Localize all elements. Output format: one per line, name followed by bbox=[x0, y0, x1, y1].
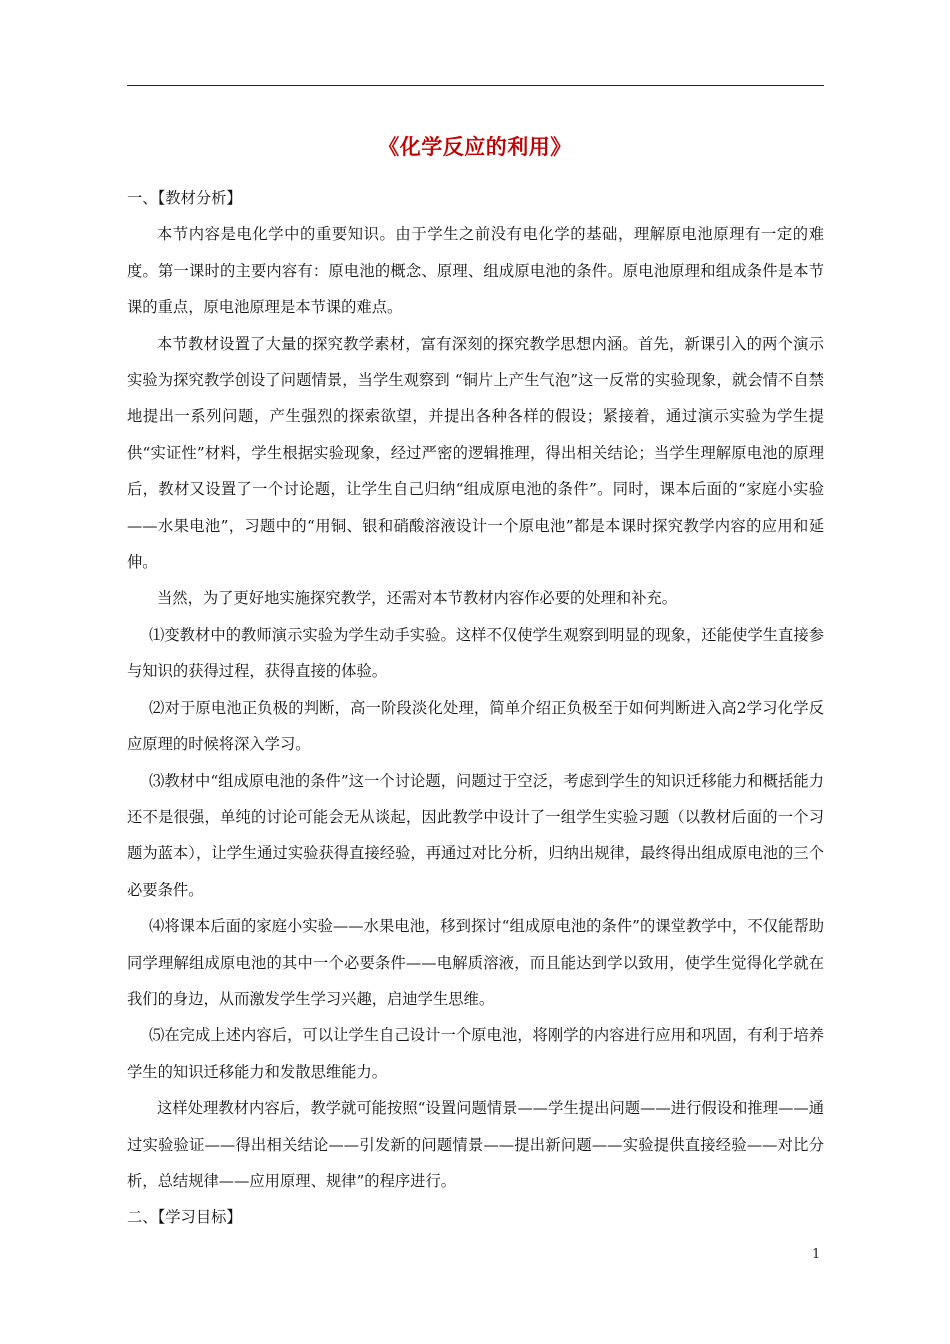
paragraph-closing: 这样处理教材内容后，教学就可能按照“设置问题情景——学生提出问题——进行假设和推理——通过实验验证——得出相关结论——引发新的问题情景——提出新问题——实验提供直接经验——对比分析，总结规律——应用原理、规律”的程序进行。 bbox=[127, 1099, 824, 1190]
paragraph-supplement-intro: 当然，为了更好地实施探究教学，还需对本节教材内容作必要的处理和补充。 bbox=[157, 589, 678, 608]
list-item-5: ⑸在完成上述内容后，可以让学生自己设计一个原电池，将刚学的内容进行应用和巩固，有利于培养学生的知识迁移能力和发散思维能力。 bbox=[127, 1026, 824, 1081]
list-item-2: ⑵对于原电池正负极的判断，高一阶段淡化处理，简单介绍正负极至于如何判断进入高2学习化学反应原理的时候将深入学习。 bbox=[127, 698, 824, 754]
document-title: 《化学反应的利用》 bbox=[378, 134, 572, 159]
section-heading-teaching-material-analysis: 一、【教材分析】 bbox=[127, 189, 242, 207]
document-body bbox=[127, 180, 824, 1236]
section-heading-learning-objectives: 二、【学习目标】 bbox=[127, 1208, 242, 1227]
list-item-4: ⑷将课本后面的家庭小实验——水果电池，移到探讨“组成原电池的条件”的课堂教学中，不仅能帮助同学理解组成原电池的其中一个必要条件——电解质溶液，而且能达到学以致用，使学生觉得化学就在我们的身边，从而激发学生学习兴趣，启迪学生思维。 bbox=[127, 917, 824, 1008]
page-number: 1 bbox=[812, 1247, 821, 1262]
header-rule bbox=[127, 85, 824, 86]
paragraph-inquiry-materials: 本节教材设置了大量的探究教学素材，富有深刻的探究教学思想内涵。首先，新课引入的两个演示实验为探究教学创设了问题情景，当学生观察到 “铜片上产生气泡”这一反常的实验现象，就会情不自禁地提出一系列问题，产生强烈的探索欲望，并提出各种各样的假设；紧接着，通过演示实验为学生提供“实证性”材料，学生根据实验现象，经过严密的逻辑推理，得出相关结论；当学生理解原电池的原理后，教材又设置了一个讨论题，让学生自己归纳“组成原电池的条件”。同时，课本后面的“家庭小实验——水果电池”，习题中的“用铜、银和硝酸溶液设计一个原电池”都是本课时探究教学内容的应用和延伸。 bbox=[127, 334, 824, 572]
list-item-3: ⑶教材中“组成原电池的条件”这一个讨论题，问题过于空泛，考虑到学生的知识迁移能力和概括能力还不是很强，单纯的讨论可能会无从谈起，因此教学中设计了一组学生实验习题（以教材后面的一个习题为蓝本），让学生通过实验获得直接经验，再通过对比分析，归纳出规律，最终得出组成原电池的三个必要条件。 bbox=[127, 771, 824, 899]
list-item-1: ⑴变教材中的教师演示实验为学生动手实验。这样不仅使学生观察到明显的现象，还能使学生直接参与知识的获得过程，获得直接的体验。 bbox=[127, 625, 824, 681]
paragraph-overview: 本节内容是电化学中的重要知识。由于学生之前没有电化学的基础，理解原电池原理有一定的难度。第一课时的主要内容有：原电池的概念、原理、组成原电池的条件。原电池原理和组成条件是本节课的重点，原电池原理是本节课的难点。 bbox=[127, 225, 824, 317]
